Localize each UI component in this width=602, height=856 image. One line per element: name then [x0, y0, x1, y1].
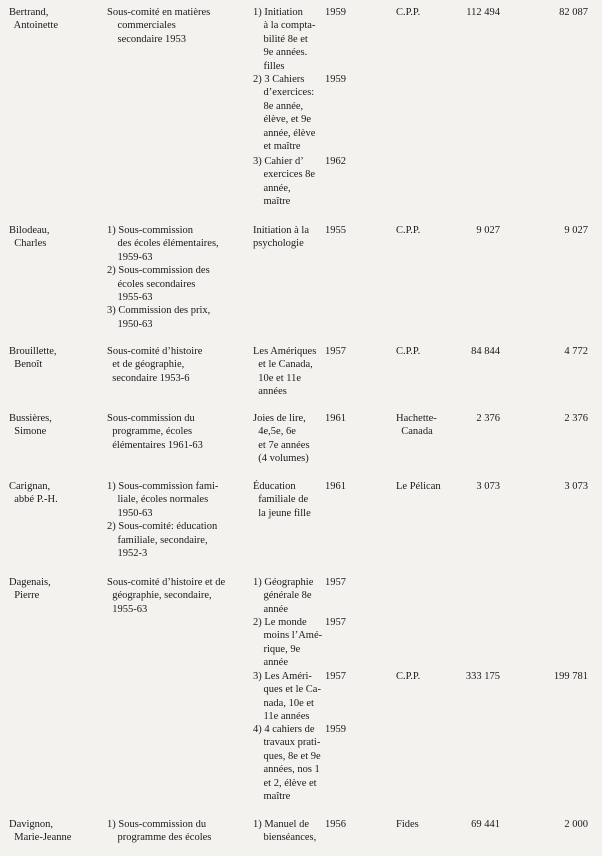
publisher: C.P.P.	[396, 7, 421, 18]
book-year: 1961	[325, 481, 346, 492]
book-year: 1962	[325, 156, 346, 167]
book-title: 3) Les Améri- ques et le Ca- nada, 10e et 11e années	[253, 671, 321, 723]
copies-sold: 2 000	[564, 819, 588, 830]
book-year: 1957	[325, 346, 346, 357]
book-title: Éducation familiale de la jeune fille	[253, 481, 311, 519]
author-name: Bertrand, Antoinette	[9, 7, 58, 32]
book-title: Les Amériques et le Canada, 10e et 11e années	[253, 346, 317, 398]
committee-text: 1) Sous-commission du programme des écoles	[107, 819, 212, 844]
copies-total: 3 073	[476, 481, 500, 492]
book-year: 1956	[325, 819, 346, 830]
book-year: 1957	[325, 671, 346, 682]
publisher: Fides	[396, 819, 419, 830]
book-year: 1959	[325, 724, 346, 735]
copies-total: 69 441	[471, 819, 500, 830]
committee-text: 1) Sous-commission fami- liale, écoles normales 1950-63 2) Sous-comité: éducation familiale, secondaire, 1952-3	[107, 481, 219, 560]
book-title: 1) Géographie générale 8e année	[253, 577, 314, 615]
book-year: 1957	[325, 577, 346, 588]
book-title: 2) 3 Cahiers d’exercices: 8e année, élève, et 9e année, élève et maître	[253, 74, 316, 153]
book-title: 2) Le monde moins l’Amé- rique, 9e année	[253, 617, 323, 669]
book-year: 1959	[325, 74, 346, 85]
committee-text: 1) Sous-commission des écoles élémentaires, 1959-63 2) Sous-commission des écoles secondaires 1955-63 3) Commission des prix, 1950-63	[107, 225, 219, 330]
book-title: 3) Cahier d’ exercices 8e année, maître	[253, 156, 316, 208]
copies-total: 112 494	[466, 7, 500, 18]
book-year: 1957	[325, 617, 346, 628]
copies-total: 84 844	[471, 346, 500, 357]
copies-sold: 199 781	[553, 671, 588, 682]
book-title: Joies de lire, 4e,5e, 6e et 7e années (4 volumes)	[253, 413, 310, 465]
author-name: Bussières, Simone	[9, 413, 52, 438]
copies-total: 2 376	[476, 413, 500, 424]
copies-sold: 2 376	[564, 413, 588, 424]
book-title: 1) Manuel de bienséances,	[253, 819, 317, 844]
committee-text: Sous-commission du programme, écoles élémentaires 1961-63	[107, 413, 203, 451]
copies-sold: 82 087	[559, 7, 588, 18]
author-name: Carignan, abbé P.-H.	[9, 481, 58, 506]
author-name: Dagenais, Pierre	[9, 577, 51, 602]
author-name: Davignon, Marie-Jeanne	[9, 819, 72, 844]
publisher: C.P.P.	[396, 671, 421, 682]
copies-sold: 9 027	[564, 225, 588, 236]
committee-text: Sous-comité d’histoire et de géographie, secondaire, 1955-63	[107, 577, 226, 615]
publisher: Hachette- Canada	[396, 413, 437, 438]
publisher: C.P.P.	[396, 225, 421, 236]
author-name: Bilodeau, Charles	[9, 225, 50, 250]
copies-total: 333 175	[465, 671, 500, 682]
author-name: Brouillette, Benoît	[9, 346, 57, 371]
committee-text: Sous-comité d’histoire et de géographie, secondaire 1953-6	[107, 346, 203, 384]
copies-total: 9 027	[476, 225, 500, 236]
book-title: Initiation à la psychologie	[253, 225, 309, 250]
copies-sold: 3 073	[564, 481, 588, 492]
publisher: C.P.P.	[396, 346, 421, 357]
book-year: 1961	[325, 413, 346, 424]
copies-sold: 4 772	[564, 346, 588, 357]
publisher: Le Pélican	[396, 481, 441, 492]
book-title: 4) 4 cahiers de travaux prati- ques, 8e et 9e années, nos 1 et 2, élève et maître	[253, 724, 321, 803]
committee-text: Sous-comité en matières commerciales secondaire 1953	[107, 7, 211, 45]
book-year: 1959	[325, 7, 346, 18]
book-year: 1955	[325, 225, 346, 236]
book-title: 1) Initiation à la compta- bilité 8e et 9e années. filles	[253, 7, 316, 72]
